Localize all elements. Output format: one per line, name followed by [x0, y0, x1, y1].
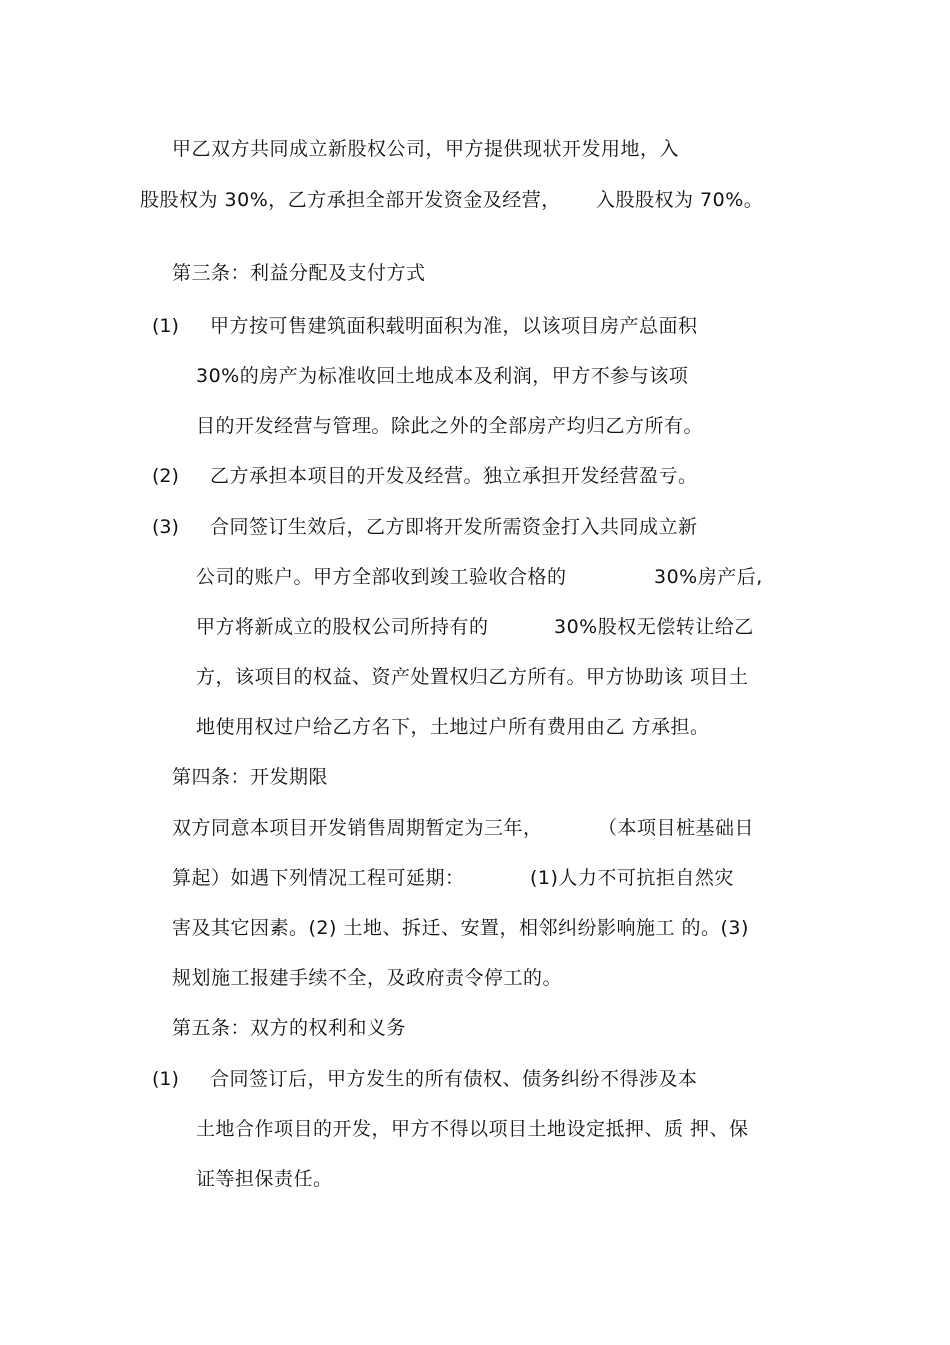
article-3-item-3-line-5: 地使用权过户给乙方名下，土地过户所有费用由乙 方承担。	[196, 716, 710, 738]
intro-line-2b: 入股股权为 70%。	[596, 189, 764, 211]
article-3-item-1-line-1: 甲方按可售建筑面积载明面积为准，以该项目房产总面积	[210, 315, 698, 337]
article-3-item-3-line-3b: 30%股权无偿转让给乙	[554, 616, 754, 638]
article-3-item-2-number: (2)	[152, 465, 179, 487]
article-5-heading: 第五条：双方的权利和义务	[172, 1017, 407, 1039]
article-4-line-3: 害及其它因素。(2) 土地、拆迁、安置，相邻纠纷影响施工 的。(3)	[172, 917, 749, 939]
article-3-item-3-line-1: 合同签订生效后，乙方即将开发所需资金打入共同成立新	[210, 516, 698, 538]
intro-line-2a: 股股权为 30%，乙方承担全部开发资金及经营，	[140, 189, 561, 211]
article-5-item-1-line-1: 合同签订后，甲方发生的所有债权、债务纠纷不得涉及本	[210, 1068, 698, 1090]
article-3-item-3-line-3a: 甲方将新成立的股权公司所持有的	[196, 616, 489, 638]
article-3-item-3-line-4: 方，该项目的权益、资产处置权归乙方所有。甲方协助该 项目土	[196, 666, 749, 688]
article-5-item-1-number: (1)	[152, 1068, 179, 1090]
article-3-item-2-line-1: 乙方承担本项目的开发及经营。独立承担开发经营盈亏。	[210, 465, 698, 487]
intro-line-1: 甲乙双方共同成立新股权公司，甲方提供现状开发用地，入	[172, 138, 680, 160]
article-5-item-1-line-2: 土地合作项目的开发，甲方不得以项目土地设定抵押、质 押、保	[196, 1118, 749, 1140]
article-4-line-1b: （本项目桩基础日	[598, 817, 755, 839]
article-3-item-1-number: (1)	[152, 315, 179, 337]
article-3-item-1-line-2: 30%的房产为标准收回土地成本及利润，甲方不参与该项	[196, 365, 689, 387]
article-4-line-1a: 双方同意本项目开发销售周期暂定为三年，	[172, 817, 543, 839]
article-4-line-2a: 算起）如遇下列情况工程可延期：	[172, 867, 465, 889]
article-4-line-4: 规划施工报建手续不全，及政府责令停工的。	[172, 967, 563, 989]
article-3-heading: 第三条：利益分配及支付方式	[172, 262, 426, 284]
article-4-line-2b: (1)人力不可抗拒自然灾	[530, 867, 734, 889]
article-4-heading: 第四条：开发期限	[172, 766, 329, 788]
article-3-item-3-line-2b: 30%房产后,	[654, 566, 763, 588]
article-5-item-1-line-3: 证等担保责任。	[196, 1168, 333, 1190]
article-3-item-3-number: (3)	[152, 516, 179, 538]
article-3-item-1-line-3: 目的开发经营与管理。除此之外的全部房产均归乙方所有。	[196, 415, 704, 437]
article-3-item-3-line-2a: 公司的账户。甲方全部收到竣工验收合格的	[196, 566, 567, 588]
